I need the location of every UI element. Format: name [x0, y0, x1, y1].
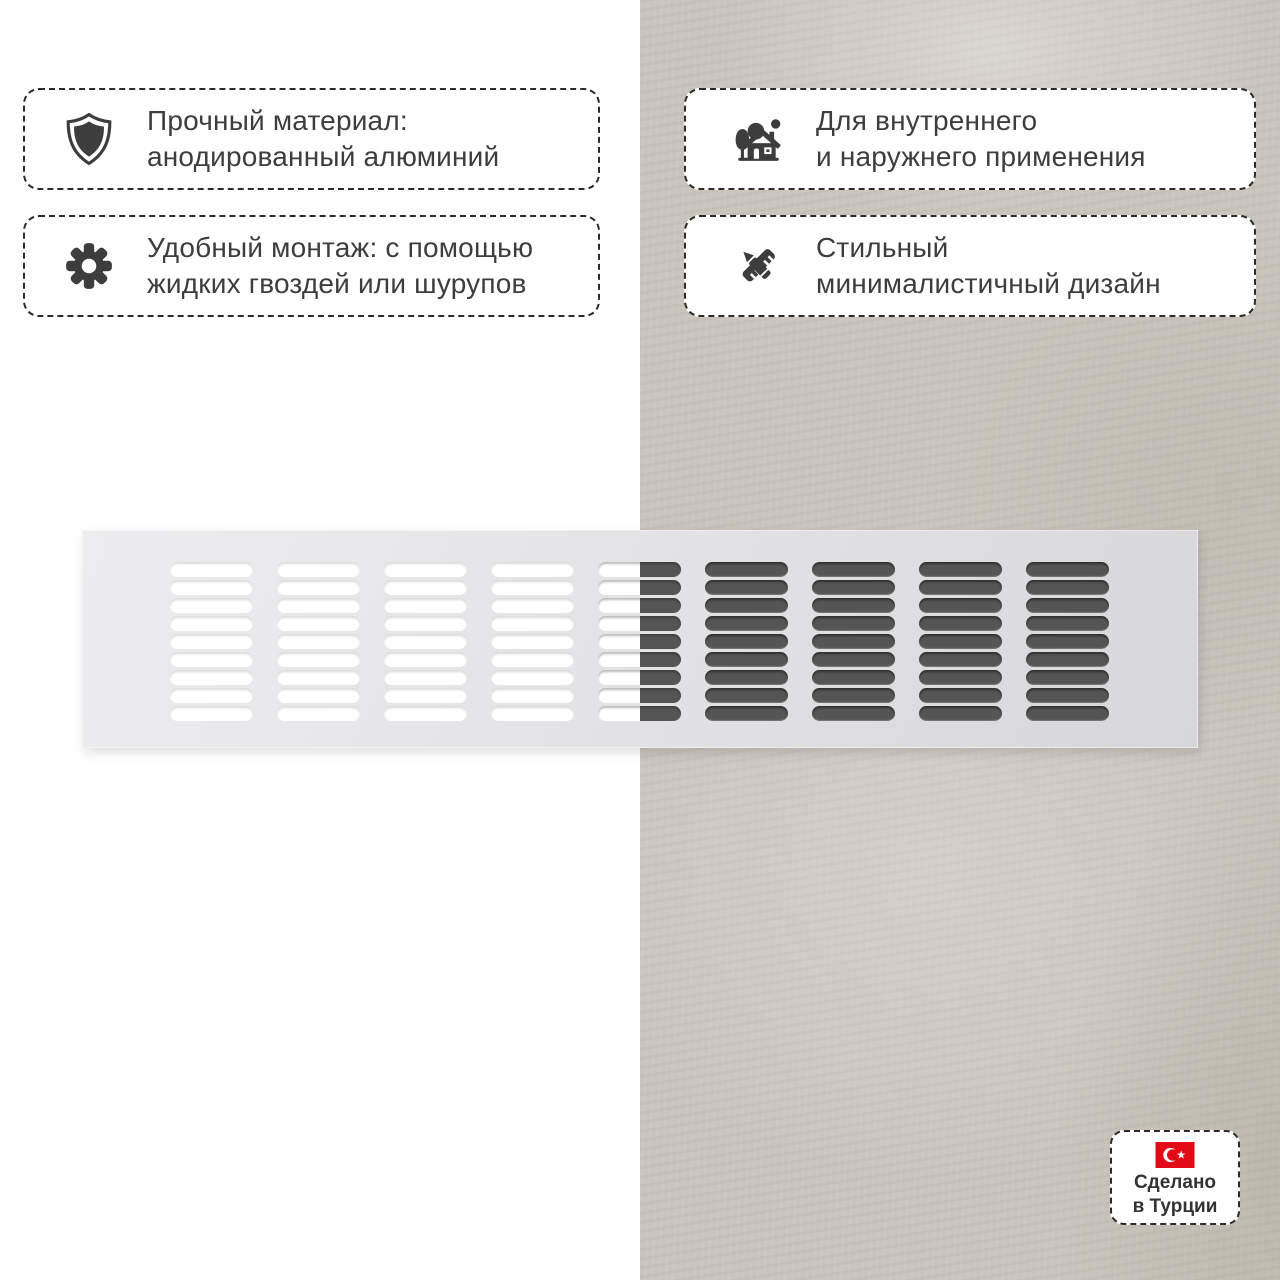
feature-line: жидких гвоздей или шурупов: [147, 268, 527, 299]
feature-line: Удобный монтаж: с помощью: [147, 232, 534, 263]
ventilation-grille-image: [82, 530, 1198, 748]
grille-slot: [170, 616, 253, 631]
grille-slot: [598, 562, 681, 577]
pencil-ruler-icon: [730, 238, 786, 294]
grille-slot: [1026, 706, 1109, 721]
feature-line: Прочный материал:: [147, 105, 408, 136]
grille-slot: [919, 688, 1002, 703]
grille-slot: [170, 634, 253, 649]
grille-slot: [1026, 562, 1109, 577]
grille-slot: [598, 580, 681, 595]
grille-slot: [491, 688, 574, 703]
feature-text-usage: [816, 103, 1146, 175]
grille-slot: [812, 598, 895, 613]
grille-slot: [170, 688, 253, 703]
grille-slot: [277, 598, 360, 613]
grille-slot: [277, 616, 360, 631]
house-icon: [730, 111, 786, 167]
grille-slot: [598, 634, 681, 649]
grille-slot: [919, 652, 1002, 667]
gear-icon: [61, 238, 117, 294]
grille-slot: [277, 580, 360, 595]
grille-slot: [384, 670, 467, 685]
grille-slot: [705, 598, 788, 613]
grille-slot: [384, 688, 467, 703]
grille-slot: [384, 616, 467, 631]
shield-icon: [61, 111, 117, 167]
grille-slot: [277, 706, 360, 721]
feature-line: Для внутреннего: [816, 105, 1038, 136]
grille-slot: [598, 616, 681, 631]
grille-slot: [812, 580, 895, 595]
grille-slot: [170, 652, 253, 667]
grille-slot: [384, 652, 467, 667]
badge-line: Сделано: [1133, 1172, 1217, 1193]
grille-slot: [170, 670, 253, 685]
grille-slot: [491, 598, 574, 613]
grille-slot: [277, 688, 360, 703]
grille-slot-grid: [170, 562, 1109, 721]
feature-box-design: [684, 215, 1256, 317]
grille-slot: [491, 580, 574, 595]
grille-slot: [919, 580, 1002, 595]
grille-slot: [919, 706, 1002, 721]
grille-slot: [812, 652, 895, 667]
grille-slot: [812, 616, 895, 631]
grille-slot: [919, 670, 1002, 685]
feature-line: анодированный алюминий: [147, 141, 500, 172]
grille-slot: [491, 562, 574, 577]
grille-slot: [705, 634, 788, 649]
grille-slot: [812, 562, 895, 577]
feature-box-usage: [684, 88, 1256, 190]
grille-slot: [705, 562, 788, 577]
grille-slot: [598, 652, 681, 667]
grille-slot: [384, 634, 467, 649]
grille-slot: [705, 670, 788, 685]
feature-text-montage: [147, 230, 533, 302]
grille-slot: [705, 580, 788, 595]
grille-slot: [1026, 616, 1109, 631]
grille-slot: [919, 616, 1002, 631]
badge-line: в Турции: [1132, 1196, 1218, 1217]
grille-slot: [598, 598, 681, 613]
grille-slot: [277, 562, 360, 577]
grille-slot: [705, 616, 788, 631]
grille-slot: [812, 688, 895, 703]
feature-text-material: [147, 103, 499, 175]
feature-line: минималистичный дизайн: [816, 268, 1161, 299]
grille-slot: [491, 670, 574, 685]
grille-slot: [277, 652, 360, 667]
grille-slot: [384, 706, 467, 721]
grille-slot: [1026, 634, 1109, 649]
grille-slot: [1026, 670, 1109, 685]
grille-slot: [384, 562, 467, 577]
grille-slot: [1026, 598, 1109, 613]
feature-box-material: [23, 88, 600, 190]
grille-slot: [598, 706, 681, 721]
grille-slot: [919, 562, 1002, 577]
feature-text-design: [816, 230, 1161, 302]
feature-line: Стильный: [816, 232, 949, 263]
grille-slot: [598, 670, 681, 685]
grille-slot: [1026, 688, 1109, 703]
grille-slot: [170, 580, 253, 595]
grille-slot: [491, 706, 574, 721]
grille-slot: [705, 706, 788, 721]
grille-slot: [384, 580, 467, 595]
grille-slot: [384, 598, 467, 613]
grille-slot: [1026, 652, 1109, 667]
grille-slot: [170, 706, 253, 721]
grille-slot: [170, 562, 253, 577]
grille-slot: [598, 688, 681, 703]
grille-slot: [277, 670, 360, 685]
grille-slot: [491, 652, 574, 667]
feature-box-montage: [23, 215, 600, 317]
grille-slot: [170, 598, 253, 613]
grille-slot: [705, 652, 788, 667]
grille-slot: [812, 670, 895, 685]
turkey-flag-icon: [1154, 1142, 1196, 1168]
grille-slot: [812, 634, 895, 649]
grille-slot: [812, 706, 895, 721]
grille-slot: [1026, 580, 1109, 595]
made-in-turkey-badge: [1110, 1130, 1240, 1225]
grille-slot: [491, 616, 574, 631]
feature-line: и наружнего применения: [816, 141, 1146, 172]
grille-slot: [277, 634, 360, 649]
grille-slot: [705, 688, 788, 703]
grille-slot: [919, 598, 1002, 613]
grille-slot: [491, 634, 574, 649]
grille-slot: [919, 634, 1002, 649]
